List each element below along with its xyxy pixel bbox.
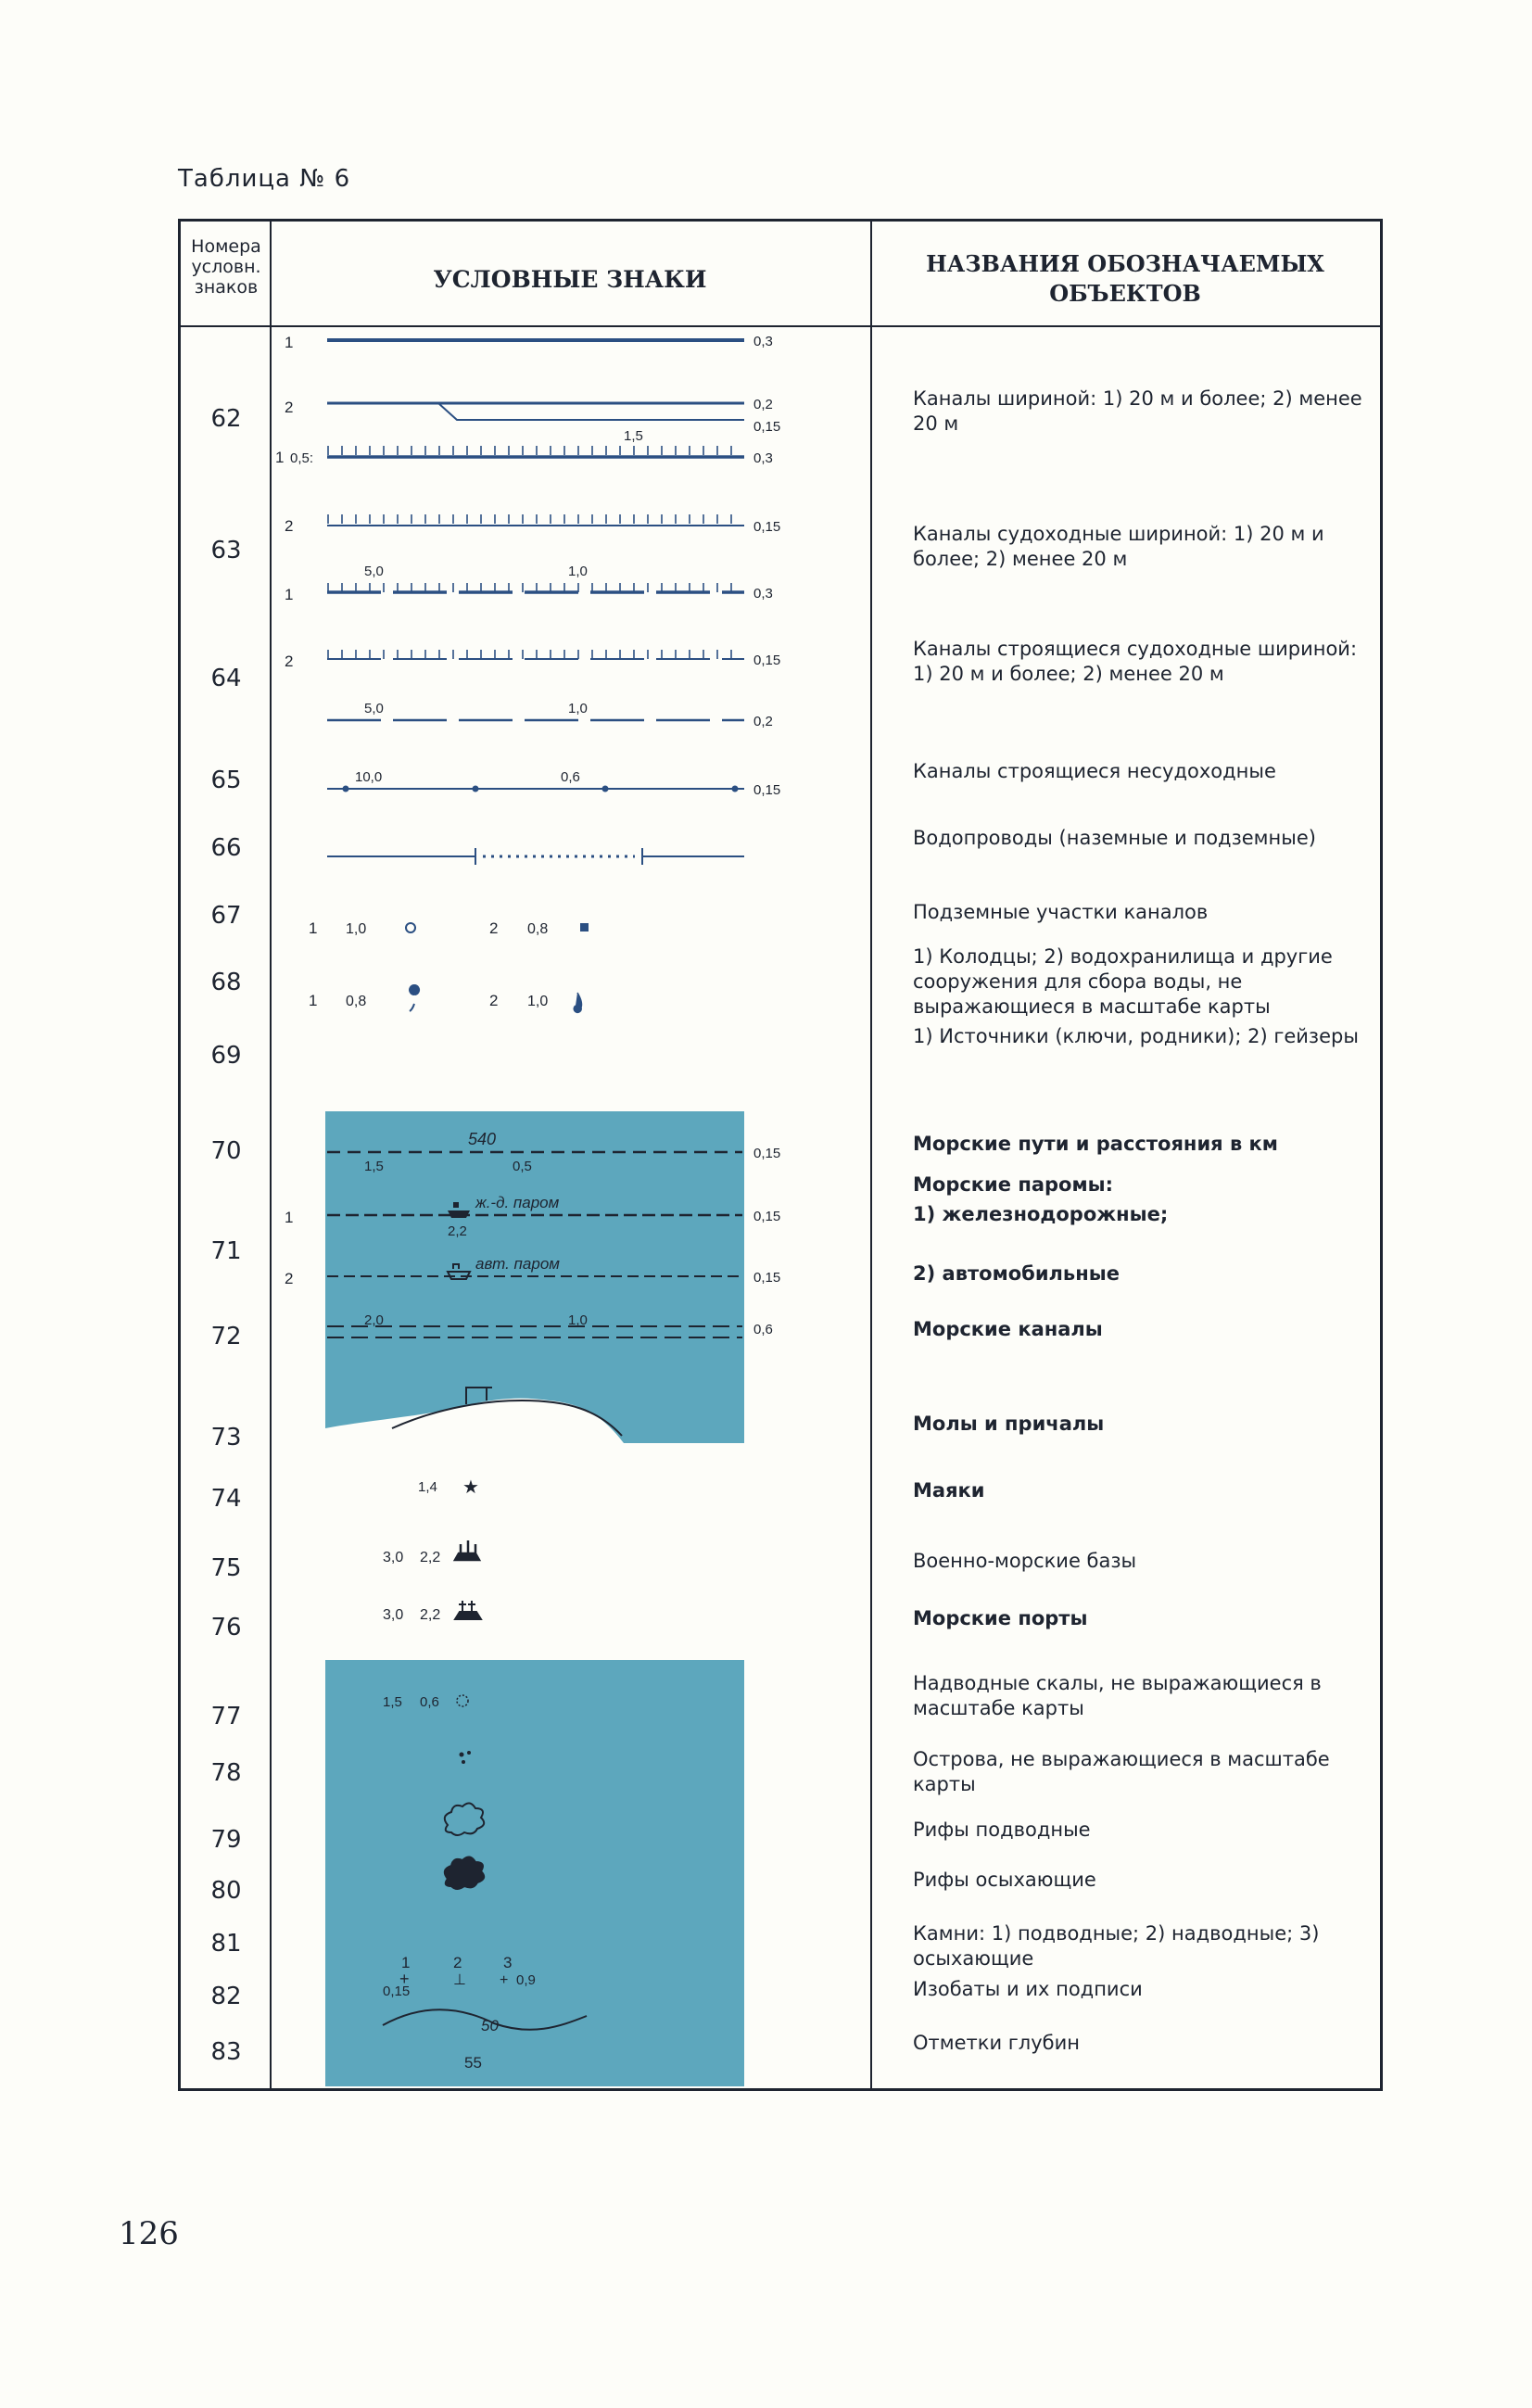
row-number: 80 (210, 1877, 242, 1905)
sym-route-km: 540 (468, 1130, 497, 1148)
row-description: Морские паромы: (913, 1173, 1114, 1196)
sym-num: 1 (275, 449, 285, 466)
sym-num: 3 (503, 1954, 513, 1971)
row-number: 69 (210, 1042, 242, 1070)
sym-width: 0,15 (753, 519, 781, 535)
row-description: Отметки глубин (913, 2032, 1080, 2054)
row-number: 71 (210, 1237, 242, 1265)
sym-num: 2 (285, 399, 294, 416)
table-caption: Таблица № 6 (178, 165, 351, 193)
sym-num: 2 (285, 653, 294, 670)
sym-width: 0,3 (753, 450, 773, 466)
row-number: 65 (210, 767, 242, 794)
row-number: 64 (210, 665, 242, 692)
row-number: 79 (210, 1826, 242, 1854)
well-icon (406, 923, 415, 932)
row-number: 74 (210, 1485, 242, 1513)
sym-dim: 1,0 (568, 701, 588, 716)
row-number: 73 (210, 1424, 242, 1451)
sym-width: 0,15 (753, 1146, 781, 1161)
column-divider (870, 222, 872, 2088)
sym-dim: 1,0 (346, 921, 367, 937)
sym-num: 1 (309, 919, 318, 937)
naval-base-icon (455, 1540, 479, 1560)
row-number: 70 (210, 1137, 242, 1165)
sym-dim: 3,0 (383, 1550, 404, 1565)
row-description: Каналы шириной: 1) 20 м и более; 2) менее 20 м (913, 387, 1362, 435)
row-description: Рифы осыхающие (913, 1869, 1096, 1891)
ferry-rail-label: ж.-д. паром (475, 1194, 560, 1211)
sym-width: 0,5: (290, 450, 314, 466)
row-number: 72 (210, 1323, 242, 1350)
sym-dim: 1,4 (418, 1479, 437, 1495)
row-description: Морские пути и расстояния в км (913, 1133, 1278, 1155)
sym-num: 1 (285, 1209, 294, 1226)
header-symbols: УСЛОВНЫЕ ЗНАКИ (433, 266, 707, 293)
sym-width: 0,15 (753, 653, 781, 668)
page-number: 126 (119, 2215, 179, 2252)
sym-dim: 1,5 (364, 1159, 384, 1174)
sym-dim: 0,8 (346, 994, 367, 1009)
navigable-canal-ticks (327, 446, 744, 455)
surface-stone-icon: ⊥ (453, 1972, 466, 1988)
isobath-label: 50 (481, 2017, 499, 2034)
row-description: 1) Источники (ключи, родники); 2) гейзеры (913, 1025, 1359, 1047)
header-names: НАЗВАНИЯ ОБОЗНАЧАЕМЫХ ОБЪЕКТОВ (926, 250, 1324, 307)
row-description: Морские каналы (913, 1318, 1103, 1340)
row-number: 83 (210, 2038, 242, 2066)
sym-dim: 1,0 (568, 1312, 588, 1328)
sym-dim: 5,0 (364, 564, 384, 579)
sym-dim: 3,0 (383, 1607, 404, 1623)
row-description: Острова, не выражающиеся в масштабе карты (913, 1748, 1330, 1795)
row-number: 77 (210, 1703, 242, 1730)
ferry-auto-label: авт. паром (475, 1255, 560, 1273)
legend-table (178, 219, 1383, 2091)
row-number: 66 (210, 834, 242, 862)
sym-width: 0,15 (753, 419, 781, 435)
sym-num: 1 (285, 334, 294, 351)
row-description: Камни: 1) подводные; 2) надводные; 3) осыхающие (913, 1922, 1320, 1970)
geyser-icon (574, 993, 581, 1012)
sym-num: 1 (309, 992, 318, 1009)
sym-dim: 1,5 (624, 428, 643, 444)
row-description: Военно-морские базы (913, 1550, 1137, 1572)
row-description: Каналы строящиеся судоходные шириной: 1) 20 м и более; 2) менее 20 м (913, 638, 1358, 685)
sym-dim: 0,6 (561, 769, 580, 785)
row-number: 78 (210, 1759, 242, 1787)
sym-num: 2 (489, 919, 499, 937)
sym-width: 0,3 (753, 586, 773, 602)
row-description: Маяки (913, 1479, 985, 1502)
row-number: 82 (210, 1983, 242, 2010)
island-dot-icon (460, 1753, 464, 1757)
sea-port-icon (455, 1601, 481, 1619)
depth-mark: 55 (464, 2054, 482, 2072)
sym-width: 0,6 (753, 1322, 773, 1337)
row-description: Водопроводы (наземные и подземные) (913, 827, 1316, 849)
row-description: Подземные участки каналов (913, 901, 1209, 923)
sym-dim: 2,2 (420, 1550, 441, 1565)
sym-num: 1 (285, 586, 294, 603)
sym-dim: 1,5 (383, 1694, 402, 1710)
row-description: Каналы судоходные шириной: 1) 20 м и более; 2) менее 20 м (913, 523, 1324, 570)
sym-num: 2 (489, 992, 499, 1009)
drying-stone-icon: + (500, 1972, 509, 1988)
row-number: 62 (210, 405, 242, 433)
header-number: Номера условн. знаков (191, 236, 261, 298)
row-description: Каналы строящиеся несудоходные (913, 760, 1276, 782)
sym-dim: 0,6 (420, 1694, 439, 1710)
sym-num: 2 (285, 517, 294, 535)
symbols-svg (272, 325, 870, 2091)
row-description: Молы и причалы (913, 1413, 1105, 1435)
row-number: 67 (210, 902, 242, 930)
sym-dim: 1,0 (568, 564, 588, 579)
sym-dim: 0,15 (383, 1983, 411, 1999)
row-number: 63 (210, 537, 242, 564)
sym-num: 2 (453, 1954, 462, 1971)
sym-width: 0,15 (753, 1270, 781, 1286)
sym-dim: 2,2 (448, 1223, 467, 1239)
sym-num: 1 (401, 1954, 411, 1971)
sym-dim: 2,2 (420, 1607, 441, 1623)
underwater-stone-icon: + (399, 1970, 410, 1988)
sym-dim: 0,9 (516, 1972, 536, 1988)
row-description: 1) Колодцы; 2) водохранилища и другие сооружения для сбора воды, не выражающиеся в масштабе карты (913, 945, 1333, 1018)
reservoir-icon (580, 923, 589, 932)
sym-dim: 5,0 (364, 701, 384, 716)
sym-width: 0,2 (753, 397, 773, 412)
navigable-canal-ticks (327, 514, 744, 524)
sym-dim: 10,0 (355, 769, 383, 785)
row-description-ferry-rail: 1) железнодорожные; (913, 1203, 1169, 1225)
sym-width: 0,3 (753, 334, 773, 349)
row-number: 76 (210, 1614, 242, 1641)
row-description-ferry-auto: 2) автомобильные (913, 1262, 1120, 1285)
spring-icon (410, 985, 419, 1011)
row-description: Рифы подводные (913, 1819, 1091, 1841)
sym-num: 2 (285, 1270, 294, 1287)
sym-dim: 0,8 (527, 921, 549, 937)
sym-width: 0,15 (753, 1209, 781, 1224)
row-description: Изобаты и их подписи (913, 1978, 1143, 2000)
row-number: 68 (210, 969, 242, 996)
row-number: 75 (210, 1554, 242, 1582)
row-description: Морские порты (913, 1607, 1088, 1629)
sym-dim: 0,5 (513, 1159, 532, 1174)
sym-width: 0,2 (753, 714, 773, 729)
row-number: 81 (210, 1930, 242, 1958)
sym-dim: 2,0 (364, 1312, 384, 1328)
sym-dim: 1,0 (527, 994, 549, 1009)
sym-width: 0,15 (753, 782, 781, 798)
row-description: Надводные скалы, не выражающиеся в масштабе карты (913, 1672, 1322, 1719)
lighthouse-star-icon: ★ (462, 1477, 479, 1498)
